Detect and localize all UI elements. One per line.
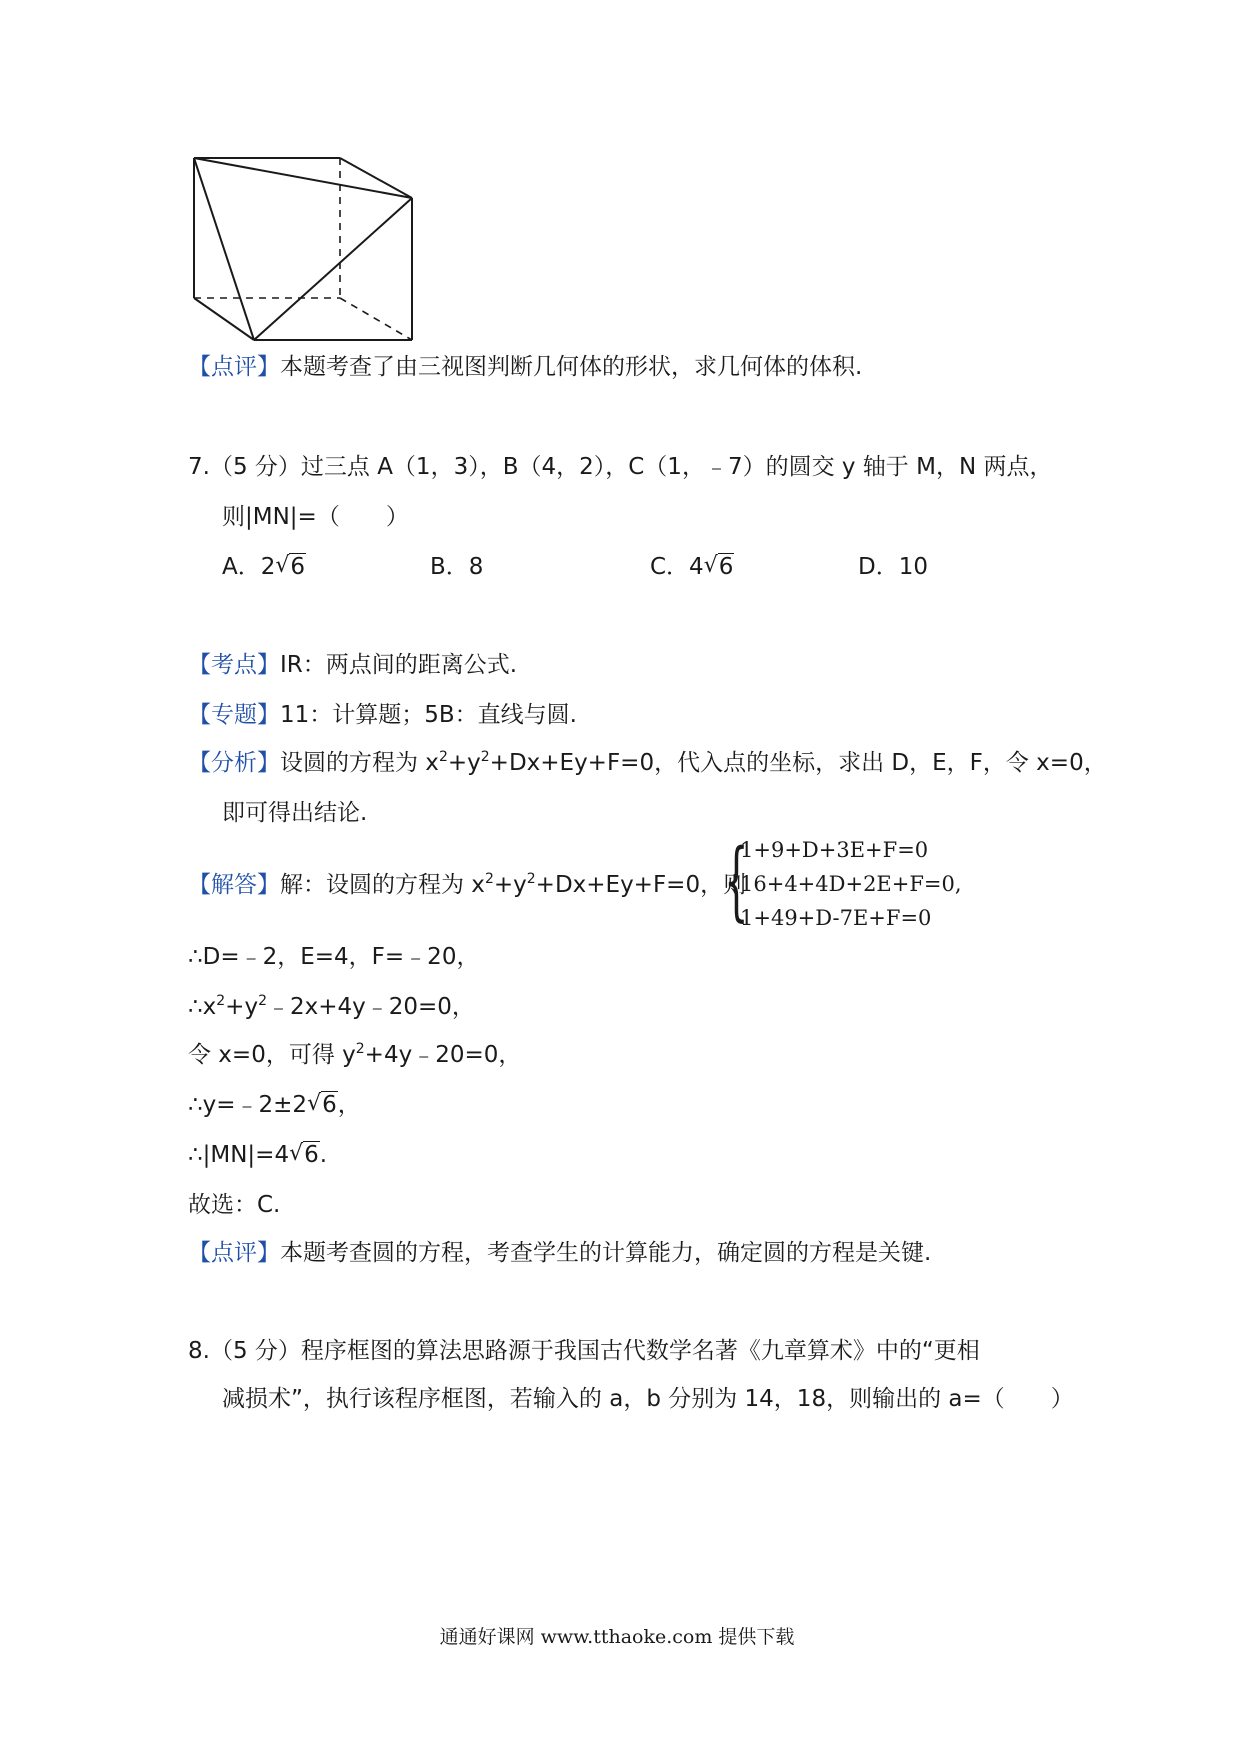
footer-watermark: 通通好课网 www.tthaoke.com 提供下载 xyxy=(439,1626,795,1648)
equation-2: 16+4+4D+2E+F=0, xyxy=(740,872,962,896)
step-3 xyxy=(188,1040,521,1070)
step-2 xyxy=(188,992,475,1022)
step-4-radicand: 6 xyxy=(322,1092,337,1118)
zhuanti-text: 11：计算题；5B：直线与圆. xyxy=(280,702,577,728)
step-2-b: +y xyxy=(225,994,259,1020)
fenxi-text-a: 设圆的方程为 x xyxy=(280,750,439,776)
fenxi-tag: 【分析】 xyxy=(188,750,280,776)
fenxi-text-c: +Dx+Ey+F=0，代入点的坐标，求出 D，E，F，令 x=0， xyxy=(489,750,1107,776)
jieda-sup-1: 2 xyxy=(484,871,494,887)
option-c-label: C．4 xyxy=(650,554,704,580)
step-4 xyxy=(188,1090,361,1120)
step-3-sup: 2 xyxy=(355,1041,365,1057)
jieda-sup-2: 2 xyxy=(526,871,536,887)
review-q6 xyxy=(188,352,862,382)
option-a-label: A．2 xyxy=(222,554,276,580)
step-1: ∴D=﹣2，E=4，F=﹣20， xyxy=(188,944,480,970)
option-c-radicand: 6 xyxy=(718,554,734,580)
step-5-a: ∴|MN|=4 xyxy=(188,1142,290,1168)
question-7-stem-2: 则|MN|=（ ） xyxy=(222,504,409,530)
question-8-line-1: 8.（5 分）程序框图的算法思路源于我国古代数学名著《九章算术》中的“更相 xyxy=(188,1338,980,1364)
jieda-text-c: +Dx+Ey+F=0，则 xyxy=(535,872,747,898)
kaodian xyxy=(188,650,517,680)
kaodian-tag: 【考点】 xyxy=(188,652,280,678)
review-text: 本题考查了由三视图判断几何体的形状，求几何体的体积. xyxy=(280,354,863,380)
kaodian-text: IR：两点间的距离公式. xyxy=(280,652,518,678)
option-a-radicand: 6 xyxy=(290,554,306,580)
option-a xyxy=(222,552,306,582)
jieda xyxy=(188,870,746,900)
step-5-radicand: 6 xyxy=(304,1142,319,1168)
step-2-a: ∴x xyxy=(188,994,217,1020)
review-tag: 【点评】 xyxy=(188,354,280,380)
question-8-line-2: 减损术”，执行该程序框图，若输入的 a，b 分别为 14，18，则输出的 a=（ ） xyxy=(222,1386,1074,1412)
fenxi-sup-1: 2 xyxy=(438,749,448,765)
fenxi-sup-2: 2 xyxy=(480,749,490,765)
option-d: D．10 xyxy=(858,554,928,580)
zhuanti-tag: 【专题】 xyxy=(188,702,280,728)
equation-system xyxy=(724,831,962,938)
option-b: B．8 xyxy=(430,554,484,580)
fenxi-text-b: +y xyxy=(447,750,481,776)
step-4-b: ， xyxy=(337,1092,361,1118)
system-brace: { xyxy=(724,831,749,931)
question-7-stem: 7.（5 分）过三点 A（1，3），B（4，2），C（1，﹣7）的圆交 y 轴于 M，N 两点， xyxy=(188,454,1053,480)
equation-1: 1+9+D+3E+F=0 xyxy=(740,838,929,862)
step-3-a: 令 x=0，可得 y xyxy=(188,1042,356,1068)
equation-3: 1+49+D-7E+F=0 xyxy=(740,906,932,930)
jieda-text-b: +y xyxy=(493,872,527,898)
jieda-tag: 【解答】 xyxy=(188,872,280,898)
fenxi xyxy=(188,748,1107,778)
review-tag: 【点评】 xyxy=(188,1240,280,1266)
step-2-c: ﹣2x+4y﹣20=0， xyxy=(266,994,475,1020)
review-q7 xyxy=(188,1238,931,1268)
cube-geometry-figure xyxy=(180,150,420,350)
step-2-sup-1: 2 xyxy=(216,993,226,1009)
step-3-b: +4y﹣20=0， xyxy=(364,1042,522,1068)
option-c xyxy=(650,552,734,582)
review-text: 本题考查圆的方程，考查学生的计算能力，确定圆的方程是关键. xyxy=(280,1240,932,1266)
jieda-text-a: 解：设圆的方程为 x xyxy=(280,872,485,898)
step-4-a: ∴y=﹣2±2 xyxy=(188,1092,308,1118)
fenxi-line-2: 即可得出结论. xyxy=(222,800,368,826)
step-5-b: . xyxy=(319,1142,328,1168)
step-2-sup-2: 2 xyxy=(258,993,267,1009)
zhuanti xyxy=(188,700,577,730)
step-5 xyxy=(188,1140,327,1170)
step-6: 故选：C. xyxy=(188,1192,281,1218)
